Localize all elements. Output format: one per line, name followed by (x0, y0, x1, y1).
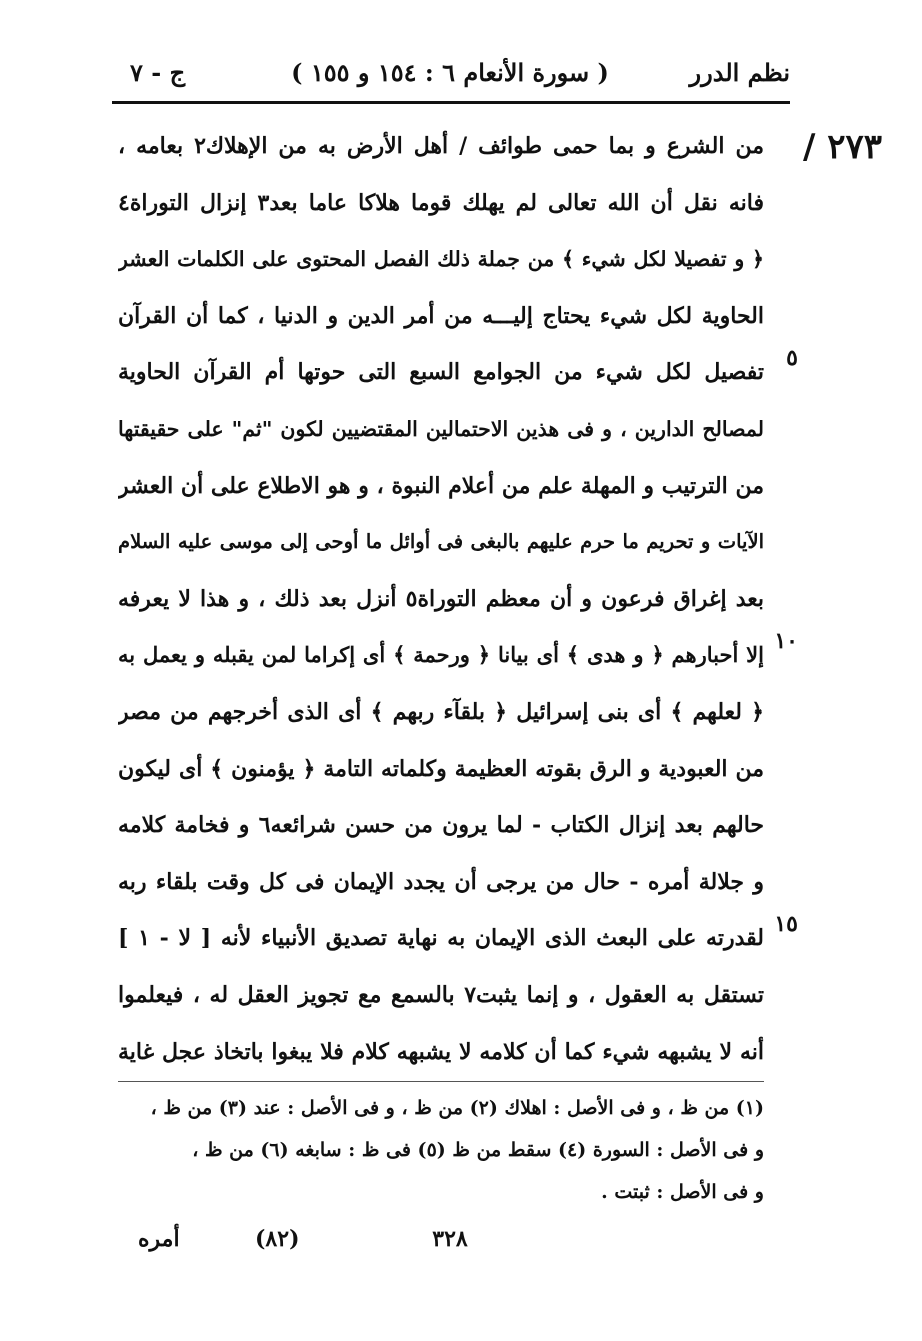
text-line: حالهم بعد إنزال الكتاب - لما يرون من حسن شرائعه٦ و فخامة كلامه (118, 812, 764, 839)
text-line: إلا أحبارهم ﴿ و هدى ﴾ أى بيانا ﴿ ورحمة ﴾ أى إكراما لمن يقبله و يعمل به (118, 642, 764, 668)
text-line: بعد إغراق فرعون و أن معظم التوراة٥ أنزل بعد ذلك ، و هذا لا يعرفه (118, 585, 764, 612)
catchword: أمره (138, 1226, 180, 1252)
book-title: نظم الدرر (689, 58, 790, 87)
page-number: ٣٢٨ (432, 1226, 468, 1252)
text-line: ﴿ لعلهم ﴾ أى بنى إسرائيل ﴿ بلقآء ربهم ﴾ أى الذى أخرجهم من مصر (118, 698, 764, 725)
line-number-5: ٥ (786, 345, 798, 371)
line-number-10: ١٠ (774, 628, 798, 654)
text-line: الحاوية لكل شيء يحتاج إليـــه من أمر الدين و الدنيا ، كما أن القرآن (118, 302, 764, 329)
text-line: لقدرته على البعث الذى الإيمان به نهاية تصديق الأنبياء لأنه [ لا - ١ ] (118, 925, 764, 952)
footnotes (118, 1087, 764, 1213)
text-line: فانه نقل أن الله تعالى لم يهلك قوما هلاكا عاما بعد٣ إنزال التوراة٤ (118, 189, 764, 216)
footnote-line: (١) من ظ ، و فى الأصل : اهلاك (٢) من ظ ، و فى الأصل : عند (٣) من ظ ، (150, 1097, 764, 1119)
line-number-15: ١٥ (774, 911, 798, 937)
footnote-line: و فى الأصل : ثبتت . (601, 1181, 764, 1203)
text-line: الآيات و تحريم ما حرم عليهم بالبغى فى أوائل ما أوحى إلى موسى عليه السلام (118, 530, 764, 554)
text-line: لمصالح الدارين ، و فى هذين الاحتمالين المقتضيين لكون "ثم" على حقيقتها (118, 416, 764, 441)
sheet-number: (٨٢) (255, 1226, 300, 1252)
footnote-rule (118, 1081, 764, 1082)
text-line: تفصيل لكل شيء من الجوامع السبع التى حوتها أم القرآن الحاوية (118, 359, 764, 386)
header-rule (112, 101, 790, 104)
text-line: و جلالة أمره - حال من يرجى أن يجدد الإيمان فى كل وقت بلقاء ربه (118, 868, 764, 895)
page-footer (110, 1226, 790, 1266)
surah-reference: ( سورة الأنعام ٦ : ١٥٤ و ١٥٥ ) (291, 58, 609, 87)
text-line: من العبودية و الرق بقوته العظيمة وكلماته التامة ﴿ يؤمنون ﴾ أى ليكون (118, 755, 764, 782)
running-header (110, 50, 790, 100)
text-line: تستقل به العقول ، و إنما يثبت٧ بالسمع مع تجويز العقل له ، فيعلموا (118, 981, 764, 1008)
text-line: ﴿ و تفصيلا لكل شيء ﴾ من جملة ذلك الفصل المحتوى على الكلمات العشر (118, 247, 764, 272)
text-line: من الترتيب و المهلة علم من أعلام النبوة ، و هو الاطلاع على أن العشر (118, 472, 764, 499)
text-line: من الشرع و بما حمى طوائف / أهل الأرض به من الإهلاك٢ بعامه ، (118, 133, 764, 159)
main-text (118, 118, 764, 1080)
text-line: أنه لا يشبهه شيء كما أن كلامه لا يشبهه كلام فلا يبغوا باتخاذ عجل غاية (118, 1038, 764, 1065)
folio-marker: ٢٧٣ / (802, 127, 882, 167)
footnote-line: و فى الأصل : السورة (٤) سقط من ظ (٥) فى ظ : سابغه (٦) من ظ ، (192, 1139, 764, 1161)
part-number: ج - ٧ (130, 58, 186, 87)
